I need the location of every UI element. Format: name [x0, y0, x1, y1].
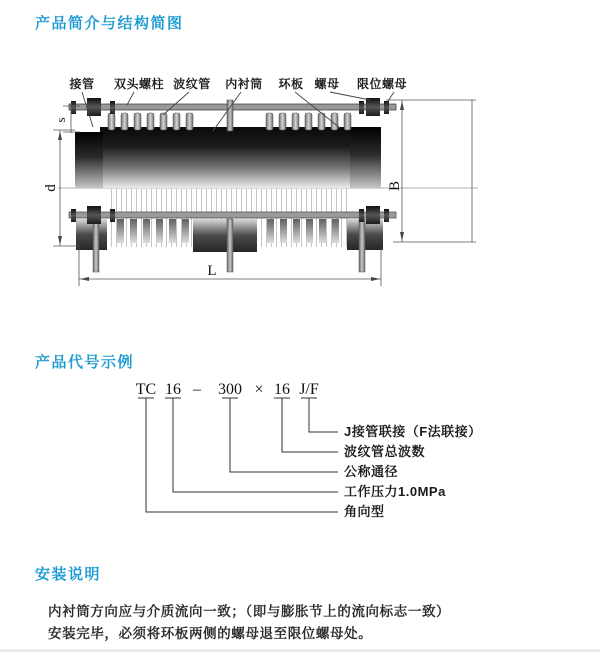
- legend-angular-type: 角向型: [344, 504, 385, 519]
- code-token-times: ×: [254, 381, 264, 398]
- part-label-bellows: 波纹管: [173, 77, 211, 91]
- legend-connection-type: J接管联接（F法联接）: [344, 424, 482, 439]
- lower-half-section: [69, 189, 396, 272]
- section-title-code-example: 产品代号示例: [35, 354, 135, 371]
- dim-label-L: L: [207, 263, 217, 279]
- code-breakdown-diagram: [120, 372, 520, 537]
- section-title-installation: 安装说明: [35, 566, 102, 583]
- code-connector-lines: [138, 398, 338, 512]
- part-label-ring-plate: 环板: [278, 77, 304, 91]
- structure-diagram: [38, 66, 486, 298]
- dim-label-s: s: [53, 117, 68, 123]
- section-title-product-intro: 产品简介与结构简图: [35, 15, 184, 32]
- legend-nominal-diameter: 公称通径: [344, 464, 399, 479]
- code-token-dash: –: [193, 381, 201, 398]
- lower-tie-rod: [69, 212, 396, 218]
- code-token-type: TC: [135, 381, 157, 398]
- legend-wave-count: 波纹管总波数: [344, 444, 426, 459]
- part-label-limit-nut: 限位螺母: [356, 77, 408, 91]
- upper-half-section: [69, 98, 396, 188]
- part-label-nut: 螺母: [314, 77, 340, 91]
- dim-label-d: d: [43, 184, 59, 192]
- dim-label-B: B: [387, 180, 403, 192]
- code-token-diameter: 300: [218, 381, 242, 398]
- part-label-stud-bolt: 双头螺柱: [113, 77, 165, 91]
- part-label-inner-liner: 内衬筒: [225, 77, 263, 91]
- code-token-pressure: 16: [165, 381, 181, 398]
- shell-body: [100, 127, 352, 188]
- left-collar: [75, 132, 103, 188]
- part-label-connecting-pipe: 接管: [69, 77, 95, 91]
- installation-note-line2: 安装完毕，必须将环板两侧的螺母退至限位螺母处。: [48, 626, 373, 641]
- code-token-waves: 16: [274, 381, 290, 398]
- dimension-B: [386, 100, 476, 242]
- legend-working-pressure: 工作压力1.0MPa: [344, 484, 446, 499]
- right-collar: [350, 127, 381, 188]
- installation-note-line1: 内衬筒方向应与介质流向一致；（即与膨胀节上的流向标志一致）: [48, 604, 451, 619]
- code-token-connection: J/F: [299, 381, 319, 398]
